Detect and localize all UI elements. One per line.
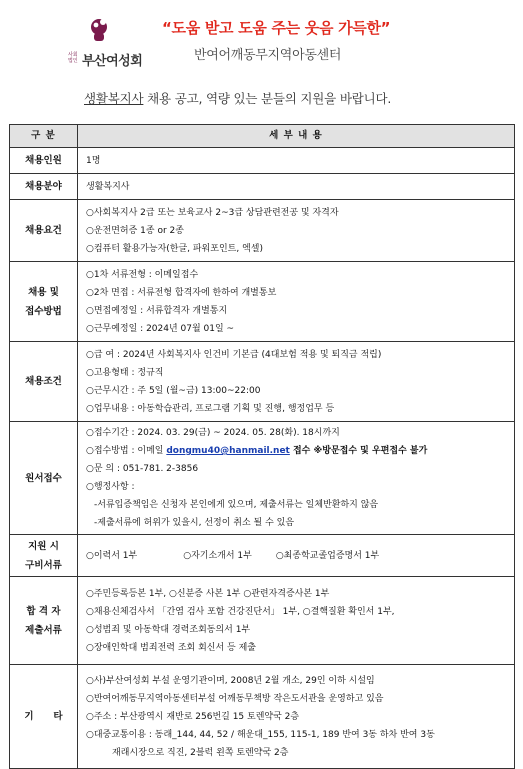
row-content — [78, 200, 515, 262]
row-label: 지원 시 구비서류 — [10, 535, 78, 577]
email-link[interactable]: dongmu40@hanmail.net — [166, 446, 290, 456]
list-item: ○근무예정일 : 2024년 07월 01일 ~ — [86, 323, 235, 334]
row-content — [78, 262, 515, 342]
list-item: ○고용형태 : 정규직 — [86, 367, 164, 378]
list-item: ○2차 면접 : 서류전형 합격자에 한하여 개별통보 — [86, 287, 277, 298]
table-row — [10, 200, 515, 262]
list-item: ○면접예정일 : 서류합격자 개별통지 — [86, 305, 228, 316]
header-details: 세 부 내 용 — [78, 125, 515, 148]
row-label: 기 타 — [10, 665, 78, 769]
row-label: 채용 및 접수방법 — [10, 262, 78, 342]
table-row — [10, 665, 515, 769]
header — [0, 0, 523, 130]
logo-small-text: 사회 법인 — [68, 52, 78, 64]
list-item: ○운전면허증 1종 or 2종 — [86, 225, 184, 236]
list-item: ○주민등록등본 1부, ○신분증 사본 1부 ○관련자격증사본 1부 — [86, 588, 330, 599]
list-item: ○채용신체검사서 「간염 검사 포함 건강진단서」 1부, ○결핵질환 확인서 1부, — [86, 606, 395, 617]
row-content: 1명 — [78, 148, 515, 174]
list-item: ○급 여 : 2024년 사회복지사 인건비 기본급 (4대보험 적용 및 퇴직금 적립) — [86, 349, 382, 360]
list-item: -제출서류에 허위가 있을시, 선정이 취소 될 수 있음 — [94, 518, 295, 528]
intro-text — [84, 89, 391, 107]
row-label: 원서접수 — [10, 422, 78, 535]
row-label: 합 격 자 제출서류 — [10, 577, 78, 665]
row-content — [78, 577, 515, 665]
row-content — [78, 665, 515, 769]
list-item: ○성범죄 및 아동학대 경력조회동의서 1부 — [86, 624, 251, 635]
logo-name: 부산여성회 — [82, 54, 143, 69]
table-row — [10, 148, 515, 174]
list-item: ○근무시간 : 주 5일 (월~금) 13:00~22:00 — [86, 385, 261, 396]
organization-logo — [52, 18, 143, 69]
recruitment-table — [9, 124, 515, 769]
list-item: ○접수방법 : 이메일 dongmu40@hanmail.net 접수 ※방문접수 및 우편접수 불가 — [86, 446, 428, 456]
list-item: ○업무내용 : 아동학습관리, 프로그램 기획 및 진행, 행정업무 등 — [86, 403, 335, 414]
table-row — [10, 342, 515, 422]
table-row — [10, 262, 515, 342]
list-item: 재래시장으로 직진, 2블럭 왼쪽 토렌약국 2층 — [112, 747, 289, 758]
row-label: 채용조건 — [10, 342, 78, 422]
list-item: ○대중교통이용 : 동래_144, 44, 52 / 해운대_155, 115-1, 189 반여 3동 하차 반여 3동 — [86, 729, 435, 740]
table-header-row — [10, 125, 515, 148]
list-item: ○문 의 : 051-781. 2-3856 — [86, 464, 199, 474]
row-content — [78, 535, 515, 577]
header-category: 구 분 — [10, 125, 78, 148]
row-label: 채용요건 — [10, 200, 78, 262]
slogan: “도움 받고 도움 주는 웃음 가득한” — [162, 19, 391, 37]
list-item: -서류입증책임은 신청자 본인에게 있으며, 제출서류는 일체반환하지 않음 — [94, 500, 379, 510]
list-item: ○장애인학대 범죄전력 조회 회신서 등 제출 — [86, 642, 256, 653]
list-item: ○행정사항 : — [86, 482, 135, 492]
list-item: ○사)부산여성회 부설 운영기관이며, 2008년 2월 개소, 29인 이하 시설임 — [86, 675, 375, 686]
row-content: 생활복지사 — [78, 174, 515, 200]
table-row — [10, 174, 515, 200]
list-item: ○주소 : 부산광역시 재반로 256번길 15 토렌약국 2층 — [86, 711, 300, 722]
list-item: ○접수기간 : 2024. 03. 29(금) ~ 2024. 05. 28(화). 18시까지 — [86, 428, 340, 438]
list-item: ○사회복지사 2급 또는 보육교사 2~3급 상담관련전공 및 자격자 — [86, 207, 339, 218]
center-name: 반여어깨동무지역아동센터 — [194, 48, 342, 63]
list-item: ○1차 서류전형 : 이메일접수 — [86, 269, 199, 280]
row-content — [78, 342, 515, 422]
logo-mark-icon — [88, 18, 110, 42]
list-item: ○컴퓨터 활용가능자(한글, 파워포인트, 엑셀) — [86, 243, 263, 254]
table-row — [10, 422, 515, 535]
intro-job-title: 생활복지사 — [84, 91, 144, 106]
intro-rest: 채용 공고, 역량 있는 분들의 지원을 바랍니다. — [143, 91, 392, 106]
row-label: 채용분야 — [10, 174, 78, 200]
list-item: ○이력서 1부 ○자기소개서 1부 ○최종학교졸업증명서 1부 — [86, 550, 380, 561]
list-item: ○반여어깨동무지역아동센터부설 어깨동무책방 작은도서관을 운영하고 있음 — [86, 693, 384, 704]
row-content — [78, 422, 515, 535]
row-label: 채용인원 — [10, 148, 78, 174]
table-row — [10, 577, 515, 665]
table-row — [10, 535, 515, 577]
